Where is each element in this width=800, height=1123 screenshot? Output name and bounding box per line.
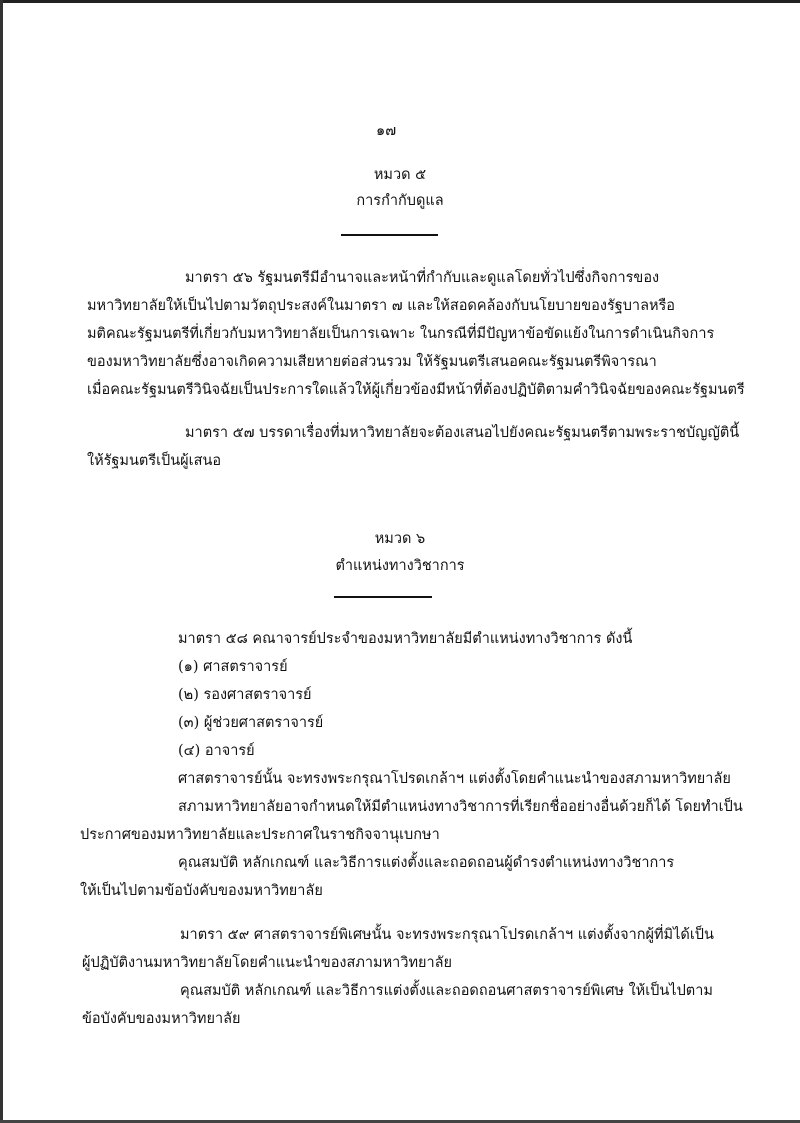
section-58-para-3-line-2: ให้เป็นไปตามข้อบังคับของมหาวิทยาลัย xyxy=(80,883,323,899)
section-58-item-3: (๓) ผู้ช่วยศาสตราจารย์ xyxy=(178,715,324,731)
chapter-6-title: ตำแหน่งทางวิชาการ xyxy=(335,558,465,574)
section-56-line-5: เมื่อคณะรัฐมนตรีวินิจฉัยเป็นประการใดแล้วให้ผู้เกี่ยวข้องมีหน้าที่ต้องปฏิบัติตามคำวินิจฉัยของคณะรัฐมนตรี xyxy=(87,382,745,398)
section-59-para-2-line-1: คุณสมบัติ หลักเกณฑ์ และวิธีการแต่งตั้งและถอดถอนศาสตราจารย์พิเศษ ให้เป็นไปตาม xyxy=(180,983,713,999)
section-59-para-1-line-2: ผู้ปฏิบัติงานมหาวิทยาลัยโดยคำแนะนำของสภามหาวิทยาลัย xyxy=(82,955,453,971)
section-58-intro: มาตรา ๕๘ คณาจารย์ประจำของมหาวิทยาลัยมีตำแหน่งทางวิชาการ ดังนี้ xyxy=(178,631,633,647)
chapter-6-divider xyxy=(334,596,432,598)
section-58-item-4: (๔) อาจารย์ xyxy=(178,743,255,759)
chapter-6-heading: หมวด ๖ xyxy=(374,531,426,547)
section-58-para-2-line-2: ประกาศของมหาวิทยาลัยและประกาศในราชกิจจานุเบกษา xyxy=(80,827,440,843)
section-58-item-2: (๒) รองศาสตราจารย์ xyxy=(178,687,312,703)
section-57-line-2: ให้รัฐมนตรีเป็นผู้เสนอ xyxy=(87,453,222,469)
page-number: ๑๗ xyxy=(376,123,397,139)
section-58-para-1: ศาสตราจารย์นั้น จะทรงพระกรุณาโปรดเกล้าฯ แต่งตั้งโดยคำแนะนำของสภามหาวิทยาลัย xyxy=(178,771,731,787)
section-59-para-2-line-2: ข้อบังคับของมหาวิทยาลัย xyxy=(82,1011,241,1027)
section-56-line-2: มหาวิทยาลัยให้เป็นไปตามวัตถุประสงค์ในมาตรา ๗ และให้สอดคล้องกับนโยบายของรัฐบาลหรือ xyxy=(87,298,676,314)
section-56-line-4: ของมหาวิทยาลัยซึ่งอาจเกิดความเสียหายต่อส่วนรวม ให้รัฐมนตรีเสนอคณะรัฐมนตรีพิจารณา xyxy=(87,354,657,370)
section-58-para-2-line-1: สภามหาวิทยาลัยอาจกำหนดให้มีตำแหน่งทางวิชาการที่เรียกชื่ออย่างอื่นด้วยก็ได้ โดยทำเป็น xyxy=(178,799,743,815)
chapter-5-title: การกำกับดูแล xyxy=(356,193,444,209)
section-56-line-1: มาตรา ๕๖ รัฐมนตรีมีอำนาจและหน้าที่กำกับและดูแลโดยทั่วไปซึ่งกิจการของ xyxy=(185,270,660,286)
section-58-para-3-line-1: คุณสมบัติ หลักเกณฑ์ และวิธีการแต่งตั้งและถอดถอนผู้ดำรงตำแหน่งทางวิชาการ xyxy=(178,855,675,871)
scan-edge-top xyxy=(0,0,800,3)
chapter-5-heading: หมวด ๕ xyxy=(373,167,427,183)
section-59-para-1-line-1: มาตรา ๕๙ ศาสตราจารย์พิเศษนั้น จะทรงพระกรุณาโปรดเกล้าฯ แต่งตั้งจากผู้ที่มิได้เป็น xyxy=(180,927,714,943)
section-57-line-1: มาตรา ๕๗ บรรดาเรื่องที่มหาวิทยาลัยจะต้องเสนอไปยังคณะรัฐมนตรีตามพระราชบัญญัตินี้ xyxy=(185,425,740,441)
section-58-item-1: (๑) ศาสตราจารย์ xyxy=(178,659,288,675)
chapter-5-divider xyxy=(341,234,438,236)
section-56-line-3: มติคณะรัฐมนตรีที่เกี่ยวกับมหาวิทยาลัยเป็นการเฉพาะ ในกรณีที่มีปัญหาข้อขัดแย้งในการดำเนินกิจการ xyxy=(87,326,715,342)
